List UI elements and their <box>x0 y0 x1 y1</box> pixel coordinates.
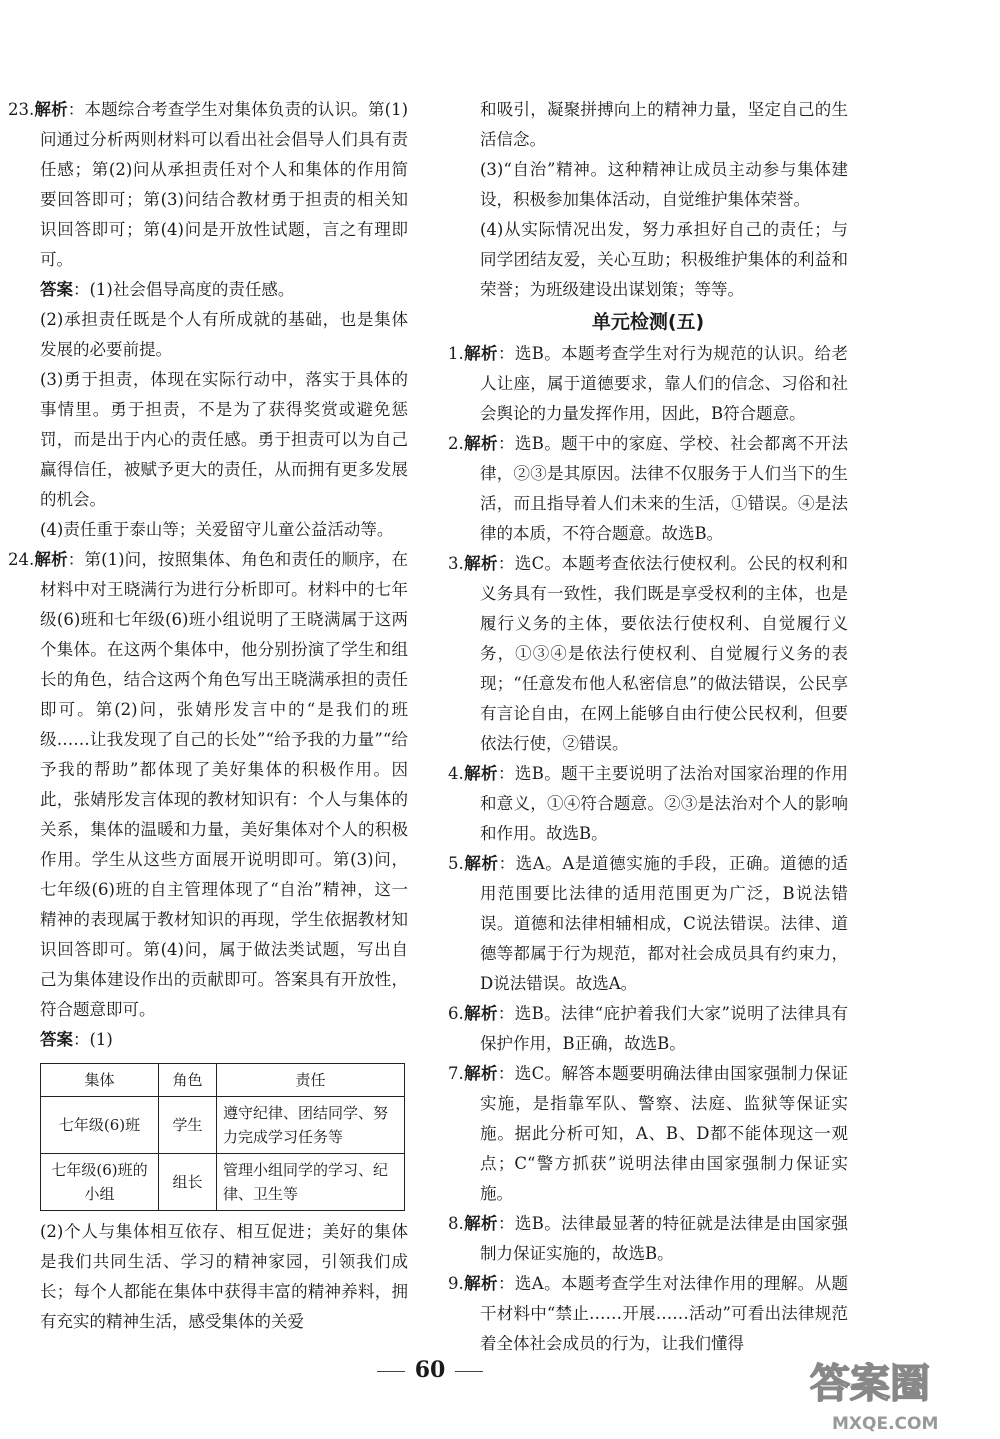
right-column <box>448 95 848 1359</box>
list-item <box>448 1269 848 1359</box>
left-column <box>8 95 408 1337</box>
answer-text: ：(1) <box>73 1030 113 1049</box>
analysis-label: 解析 <box>463 1214 498 1233</box>
unit-title: 单元检测(五) <box>591 311 705 333</box>
question-number: 3. <box>448 554 464 573</box>
list-item <box>448 759 848 849</box>
question-number: 23. <box>8 100 35 119</box>
table-cell: 组长 <box>159 1154 217 1211</box>
page-number <box>0 1357 860 1383</box>
page-rule <box>377 1371 405 1372</box>
q24-answer-2: (2)个人与集体相互依存、相互促进；美好的集体是我们共同生活、学习的精神家园，引领我们成长；每个人都能在集体中获得丰富的精神养料，拥有充实的精神生活，感受集体的关爱 <box>40 1222 408 1331</box>
analysis-label: 解析 <box>463 344 498 363</box>
question-number: 6. <box>448 1004 464 1023</box>
analysis-label: 解析 <box>463 434 498 453</box>
analysis-text: ：选C。本题考查依法行使权利。公民的权利和义务具有一致性，我们既是享受权利的主体，也是履行义务的主体，要依法行使权利、自觉履行义务，①③④是依法行使权利、自觉履行义务的表现；“任意发布他人私密信息”的做法错误，公民享有言论自由，在网上能够自由行使公民权利，但要依法行使，②错误。 <box>480 554 848 753</box>
question-list <box>448 339 848 1359</box>
analysis-text: ：选A。本题考查学生对法律作用的理解。从题干材料中“禁止……开展……活动”可看出法律规范着全体社会成员的行为，让我们懂得 <box>480 1274 848 1353</box>
q24-analysis <box>8 545 408 1025</box>
list-item <box>448 549 848 759</box>
list-item <box>448 1209 848 1269</box>
question-number: 2. <box>448 434 464 453</box>
analysis-text: ：第(1)问，按照集体、角色和责任的顺序，在材料中对王晓满行为进行分析即可。材料中的七年级(6)班和七年级(6)班小组说明了王晓满属于这两个集体。在这两个集体中，他分别扮演了学生和组长的角色，结合这两个角色写出王晓满承担的责任即可。第(2)问，张婧彤发言中的“是我们的班级……让我发现了自己的长处”“给予我的力量”“给予我的帮助”都体现了美好集体的积极作用。因此，张婧彤发言体现的教材知识有：个人与集体的关系，集体的温暖和力量，美好集体对个人的积极作用。学生从这些方面展开说明即可。第(3)问，七年级(6)班的自主管理体现了“自治”精神，这一精神的表现属于教材知识的再现，学生依据教材知识回答即可。第(4)问，属于做法类试题，写出自己为集体建设作出的贡献即可。答案具有开放性，符合题意即可。 <box>40 550 409 1019</box>
analysis-label: 解析 <box>463 554 498 573</box>
table-cell: 管理小组同学的学习、纪律、卫生等 <box>217 1154 405 1211</box>
analysis-text: ：选B。法律“庇护着我们大家”说明了法律具有保护作用，B正确，故选B。 <box>480 1004 848 1053</box>
list-item <box>448 849 848 999</box>
q23-answer-2: (2)承担责任既是个人有所成就的基础，也是集体发展的必要前提。 <box>40 310 408 359</box>
list-item <box>448 429 848 549</box>
analysis-text: ：选C。解答本题要明确法律由国家强制力保证实施，是指靠军队、警察、法庭、监狱等保证实施。据此分析可知，A、B、D都不能体现这一观点；C“警方抓获”说明法律由国家强制力保证实施。 <box>480 1064 848 1203</box>
continued-text: 和吸引，凝聚拼搏向上的精神力量，坚定自己的生活信念。 <box>480 100 848 149</box>
question-number: 1. <box>448 344 464 363</box>
question-number: 4. <box>448 764 464 783</box>
analysis-label: 解析 <box>463 1064 498 1083</box>
analysis-text: ：选B。法律最显著的特征就是法律是由国家强制力保证实施的，故选B。 <box>480 1214 848 1263</box>
list-item <box>448 339 848 429</box>
watermark-text: 答案圈 <box>810 1361 930 1407</box>
analysis-text: ：选B。本题考查学生对行为规范的认识。给老人让座，属于道德要求，靠人们的信念、习俗和社会舆论的力量发挥作用，因此，B符合题意。 <box>480 344 848 423</box>
table-cell: 遵守纪律、团结同学、努力完成学习任务等 <box>217 1097 405 1154</box>
answer-text: ：(1)社会倡导高度的责任感。 <box>73 280 295 299</box>
analysis-label: 解析 <box>463 1004 498 1023</box>
list-item <box>448 999 848 1059</box>
table-row <box>41 1097 405 1154</box>
table-header: 责任 <box>217 1064 405 1097</box>
question-number: 8. <box>448 1214 464 1233</box>
q23-answer-1 <box>8 275 408 305</box>
watermark-logo <box>800 1345 995 1435</box>
table-cell: 七年级(6)班 <box>41 1097 159 1154</box>
table-cell: 七年级(6)班的小组 <box>41 1154 159 1211</box>
analysis-text: ：本题综合考查学生对集体负责的认识。第(1)问通过分析两则材料可以看出社会倡导人们具有责任感；第(2)问从承担责任对个人和集体的作用简要回答即可；第(3)问结合教材勇于担责的相关知识回答即可；第(4)问是开放性试题，言之有理即可。 <box>40 100 409 269</box>
answer-4: (4)从实际情况出发，努力承担好自己的责任；与同学团结友爱，关心互助；积极维护集体的利益和荣誉；为班级建设出谋划策；等等。 <box>480 220 848 299</box>
answer-table <box>40 1063 405 1211</box>
table-cell: 学生 <box>159 1097 217 1154</box>
answer-label: 答案 <box>40 1030 73 1049</box>
question-number: 24. <box>8 550 35 569</box>
table-header: 集体 <box>41 1064 159 1097</box>
question-number: 9. <box>448 1274 464 1293</box>
question-number: 7. <box>448 1064 464 1083</box>
question-number: 5. <box>448 854 464 873</box>
answer-label: 答案 <box>40 280 73 299</box>
watermark-url: MXQE.COM <box>832 1414 939 1434</box>
q23-answer-4: (4)责任重于泰山等；关爱留守儿童公益活动等。 <box>40 520 394 539</box>
analysis-text: ：选B。题干中的家庭、学校、社会都离不开法律，②③是其原因。法律不仅服务于人们当下的生活，而且指导着人们未来的生活，①错误。④是法律的本质，不符合题意。故选B。 <box>480 434 848 543</box>
analysis-label: 解析 <box>463 854 499 873</box>
q24-answer-1 <box>8 1025 408 1055</box>
analysis-label: 解析 <box>34 550 68 569</box>
page-rule <box>455 1371 483 1372</box>
q23-analysis <box>8 95 408 275</box>
analysis-text: ：选A。A是道德实施的手段，正确。道德的适用范围要比法律的适用范围更为广泛，B说法错误。道德和法律相辅相成，C说法错误。法律、道德等都属于行为规范，都对社会成员具有约束力，D说法错误。故选A。 <box>480 854 849 993</box>
analysis-text: ：选B。题干主要说明了法治对国家治理的作用和意义，①④符合题意。②③是法治对个人的影响和作用。故选B。 <box>480 764 848 843</box>
list-item <box>448 1059 848 1209</box>
analysis-label: 解析 <box>34 100 68 119</box>
table-header-row <box>41 1064 405 1097</box>
page-number-text: 60 <box>414 1357 446 1383</box>
answer-3: (3)“自治”精神。这种精神让成员主动参与集体建设，积极参加集体活动，自觉维护集体荣誉。 <box>480 160 848 209</box>
analysis-label: 解析 <box>463 1274 498 1293</box>
q23-answer-3: (3)勇于担责，体现在实际行动中，落实于具体的事情里。勇于担责，不是为了获得奖赏或避免惩罚，而是出于内心的责任感。勇于担责可以为自己赢得信任，被赋予更大的责任，从而拥有更多发展的机会。 <box>40 370 408 509</box>
table-header: 角色 <box>159 1064 217 1097</box>
analysis-label: 解析 <box>463 764 498 783</box>
table-row <box>41 1154 405 1211</box>
